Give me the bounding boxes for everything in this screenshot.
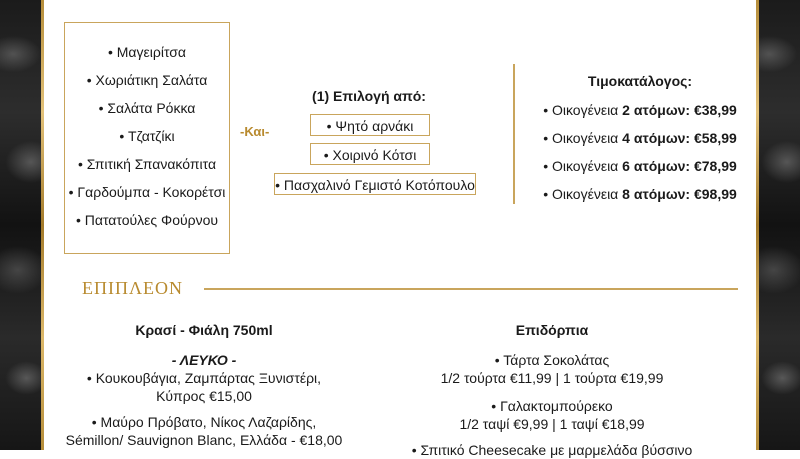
price-label: • Οικογένεια	[543, 102, 623, 118]
marble-border-right	[756, 0, 800, 450]
price-row	[530, 130, 750, 146]
dish-item: • Πατατούλες Φούρνου	[75, 212, 219, 228]
price-row	[530, 158, 750, 174]
dessert-name: • Σπιτικό Cheesecake με μαρμελάδα βύσσινο	[411, 442, 693, 458]
wine-title: Κρασί - Φιάλη 750ml	[135, 322, 273, 338]
price-value: 8 ατόμων: €98,99	[622, 186, 737, 202]
price-row	[530, 186, 750, 202]
extras-divider	[204, 288, 738, 290]
dish-item: • Γαρδούμπα - Κοκορέτσι	[68, 184, 226, 200]
dessert-price: 1/2 ταψί €9,99 | 1 ταψί €18,99	[459, 416, 645, 432]
price-value: 2 ατόμων: €38,99	[622, 102, 737, 118]
choice-title: (1) Επιλογή από:	[312, 88, 426, 104]
pricelist-title: Τιμοκατάλογος:	[587, 73, 693, 89]
choice-option-lamb: • Ψητό αρνάκι	[310, 114, 430, 136]
desserts-title: Επιδόρπια	[515, 322, 589, 338]
choice-option-stuffed-chicken: • Πασχαλινό Γεμιστό Κοτόπουλο	[274, 173, 476, 195]
dish-item: • Μαγειρίτσα	[107, 44, 187, 60]
price-value: 4 ατόμων: €58,99	[622, 130, 737, 146]
dessert-name: • Τάρτα Σοκολάτας	[494, 352, 610, 368]
dessert-name: • Γαλακτομπούρεκο	[491, 398, 613, 414]
choice-option-pork-knuckle: • Χοιρινό Κότσι	[310, 143, 430, 165]
price-value: 6 ατόμων: €78,99	[622, 158, 737, 174]
dessert-price: 1/2 τούρτα €11,99 | 1 τούρτα €19,99	[440, 370, 664, 386]
vertical-divider	[513, 64, 515, 204]
dish-item: • Σαλάτα Ρόκκα	[98, 100, 196, 116]
marble-border-left	[0, 0, 44, 450]
price-label: • Οικογένεια	[543, 130, 623, 146]
price-label: • Οικογένεια	[543, 186, 623, 202]
wine-category: - ΛΕΥΚΟ -	[171, 352, 237, 368]
wine-item-line: Κύπρος €15,00	[156, 388, 252, 404]
dish-item: • Σπιτική Σπανακόπιτα	[77, 156, 217, 172]
price-row	[530, 102, 750, 118]
price-label: • Οικογένεια	[543, 158, 623, 174]
dish-item: • Τζατζίκι	[119, 128, 175, 144]
wine-item-line: • Κουκουβάγια, Ζαμπάρτας Ξυνιστέρι,	[86, 370, 322, 386]
menu-page	[44, 0, 756, 458]
connector-label: -Και-	[240, 124, 270, 139]
extras-heading: ΕΠΙΠΛΕΟΝ	[82, 278, 184, 298]
gold-stripe-right	[756, 0, 759, 450]
dish-item: • Χωριάτικη Σαλάτα	[86, 72, 208, 88]
wine-item-line: Sémillon/ Sauvignon Blanc, Ελλάδα - €18,00	[65, 432, 343, 448]
wine-item-line: • Μαύρο Πρόβατο, Νίκος Λαζαρίδης,	[91, 414, 317, 430]
included-dishes-box	[64, 22, 230, 254]
